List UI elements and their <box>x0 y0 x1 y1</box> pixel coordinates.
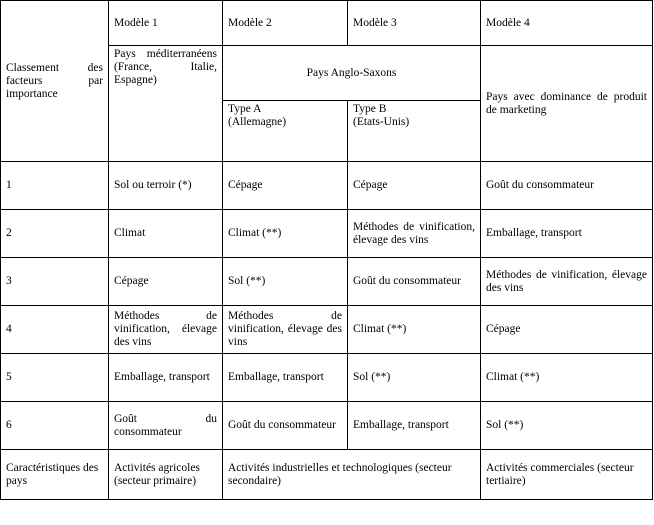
model-1-header: Modèle 1 <box>109 1 223 46</box>
model-1-cell: Sol ou terroir (*) <box>109 162 223 210</box>
model-4-cell: Cépage <box>481 306 653 354</box>
model-1-cell: Climat <box>109 210 223 258</box>
header-row-models <box>1 1 653 46</box>
model-4-header: Modèle 4 <box>481 1 653 46</box>
model-2-cell: Emballage, transport <box>223 354 348 402</box>
footer-row <box>1 450 653 500</box>
model-1-cell: Méthodes de vinification, élevage des vins <box>109 306 223 354</box>
footer-model-2-3: Activités industrielles et technologiques (secteur secondaire) <box>223 450 481 500</box>
model-4-cell: Goût du consommateur <box>481 162 653 210</box>
model-3-header: Modèle 3 <box>348 1 481 46</box>
model-2-header: Modèle 2 <box>223 1 348 46</box>
rank-cell: 4 <box>1 306 109 354</box>
anglo-saxon-header: Pays Anglo-Saxons <box>223 46 481 101</box>
table-row <box>1 210 653 258</box>
model-2-cell: Cépage <box>223 162 348 210</box>
footer-model-1: Activités agricoles (secteur primaire) <box>109 450 223 500</box>
model-3-cell: Climat (**) <box>348 306 481 354</box>
model-1-cell: Goût du consommateur <box>109 402 223 450</box>
table-row <box>1 402 653 450</box>
model-2-cell: Méthodes de vinification, élevage des vins <box>223 306 348 354</box>
rank-cell: 2 <box>1 210 109 258</box>
table-row <box>1 306 653 354</box>
footer-label: Caractéristiques des pays <box>1 450 109 500</box>
model-4-subheader: Pays avec dominance de produit de marketing <box>481 46 653 162</box>
model-3-cell: Emballage, transport <box>348 402 481 450</box>
type-b-header: Type B (Etats-Unis) <box>348 101 481 162</box>
model-2-cell: Goût du consommateur <box>223 402 348 450</box>
rank-cell: 5 <box>1 354 109 402</box>
model-4-cell: Emballage, transport <box>481 210 653 258</box>
model-3-cell: Méthodes de vinification, élevage des vins <box>348 210 481 258</box>
model-3-cell: Sol (**) <box>348 354 481 402</box>
table-row <box>1 354 653 402</box>
rank-cell: 1 <box>1 162 109 210</box>
model-2-cell: Sol (**) <box>223 258 348 306</box>
model-4-cell: Sol (**) <box>481 402 653 450</box>
model-4-cell: Méthodes de vinification, élevage des vins <box>481 258 653 306</box>
corner-label: Classement des facteurs par importance <box>1 1 109 162</box>
model-1-cell: Emballage, transport <box>109 354 223 402</box>
footer-model-4: Activités commerciales (secteur tertiaire) <box>481 450 653 500</box>
rank-cell: 6 <box>1 402 109 450</box>
type-a-header: Type A (Allemagne) <box>223 101 348 162</box>
model-1-subheader: Pays méditerranéens (France, Italie, Espagne) <box>109 46 223 162</box>
model-1-cell: Cépage <box>109 258 223 306</box>
model-4-cell: Climat (**) <box>481 354 653 402</box>
table-row <box>1 258 653 306</box>
rank-cell: 3 <box>1 258 109 306</box>
model-3-cell: Cépage <box>348 162 481 210</box>
model-3-cell: Goût du consommateur <box>348 258 481 306</box>
table-row <box>1 162 653 210</box>
model-2-cell: Climat (**) <box>223 210 348 258</box>
